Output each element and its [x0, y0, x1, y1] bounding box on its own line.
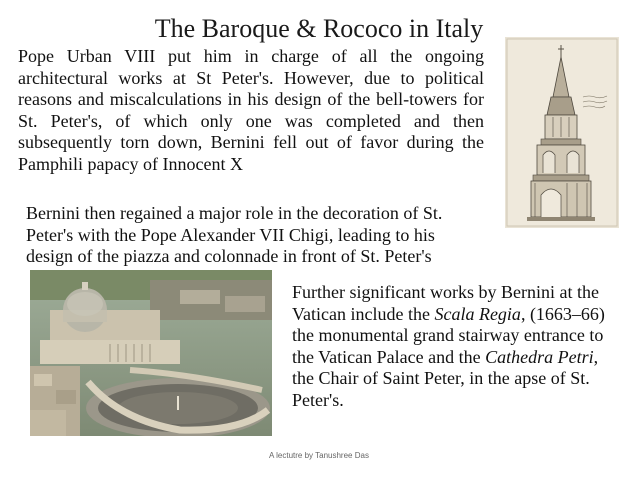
- further-works-text-3: , the Chair of Saint Peter, in the apse of St. Peter's.: [292, 346, 599, 410]
- further-works-text-2: , (1663–66) the monumental grand stairway entrance to the Vatican Palace and the: [292, 303, 605, 367]
- slide-footer: A lectutre by Tanushree Das: [269, 451, 369, 460]
- further-works-text-1: Further significant works by Bernini at the Vatican include the: [292, 282, 599, 324]
- cathedra-petri-term: Cathedra Petri: [485, 346, 594, 367]
- paragraph-further-works: [292, 282, 612, 411]
- st-peters-aerial-photo: [30, 270, 272, 436]
- bell-tower-drawing: [505, 37, 619, 228]
- scala-regia-term: Scala Regia: [434, 303, 521, 324]
- paragraph-bell-towers: Pope Urban VIII put him in charge of all the ongoing architectural works at St Peter's. However, due to political reasons and miscalculations in his design of the bell-towers for St. Peter's, of which only one was completed and then subsequently torn down, Bernini fell out of favor during the Pamphili papacy of Innocent X: [18, 46, 484, 174]
- paragraph-piazza: Bernini then regained a major role in the decoration of St. Peter's with the Pope Alexander VII Chigi, leading to his design of the piazza and colonnade in front of St. Peter's: [26, 203, 443, 266]
- slide-title: The Baroque & Rococo in Italy: [154, 14, 484, 43]
